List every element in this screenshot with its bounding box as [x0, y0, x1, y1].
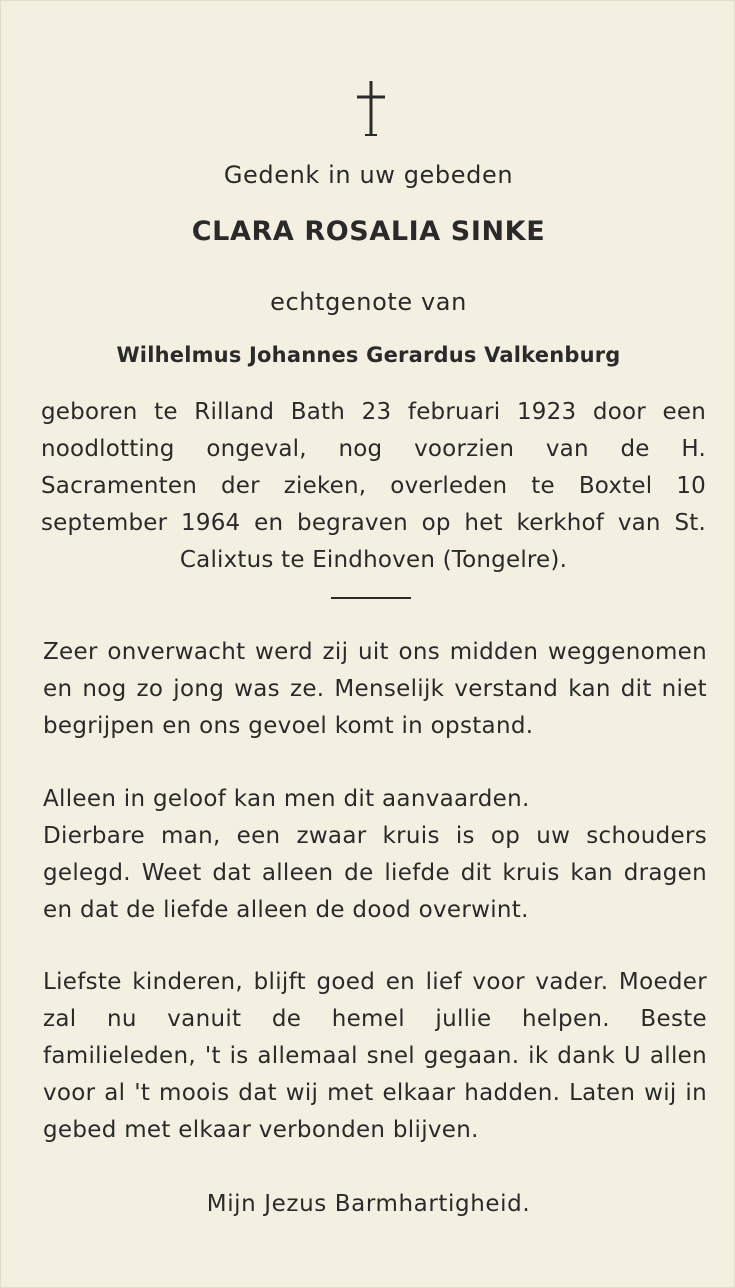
paragraph-2: Alleen in geloof kan men dit aanvaarden.	[43, 786, 530, 812]
paragraph-1: Zeer onverwacht werd zij uit ons midden weggenomen en nog zo jong was ze. Menselijk verstand kan dit niet begrijpen en ons gevoel komt in opstand.	[43, 639, 707, 739]
paragraph-4: Liefste kinderen, blijft goed en lief voor vader. Moeder zal nu vanuit de hemel jullie helpen. Beste familieleden, 't is allemaal snel gegaan. ik dank U allen voor al 't moois dat wij met elkaar hadden. Laten wij in gebed met elkaar verbonden blijven.	[43, 969, 707, 1143]
spouse-name: Wilhelmus Johannes Gerardus Valkenburg	[116, 343, 621, 367]
deceased-name: CLARA ROSALIA SINKE	[191, 216, 546, 247]
divider-line	[331, 597, 411, 599]
closing-prayer: Mijn Jezus Barmhartigheid.	[206, 1191, 531, 1217]
invocation-text: Gedenk in uw gebeden	[223, 161, 514, 189]
biography-text: geboren te Rilland Bath 23 februari 1923 door een noodlotting ongeval, nog voorzien van de H. Sacramenten der zieken, overleden te Boxtel 10 september 1964 en begraven op het kerkhof van St. Calixtus te Eindhoven (Tongelre).	[41, 399, 706, 573]
cross-icon	[351, 79, 391, 139]
spouse-label: echtgenote van	[270, 288, 467, 316]
paragraph-3: Dierbare man, een zwaar kruis is op uw schouders gelegd. Weet dat alleen de liefde dit kruis kan dragen en dat de liefde alleen de dood overwint.	[43, 823, 707, 923]
